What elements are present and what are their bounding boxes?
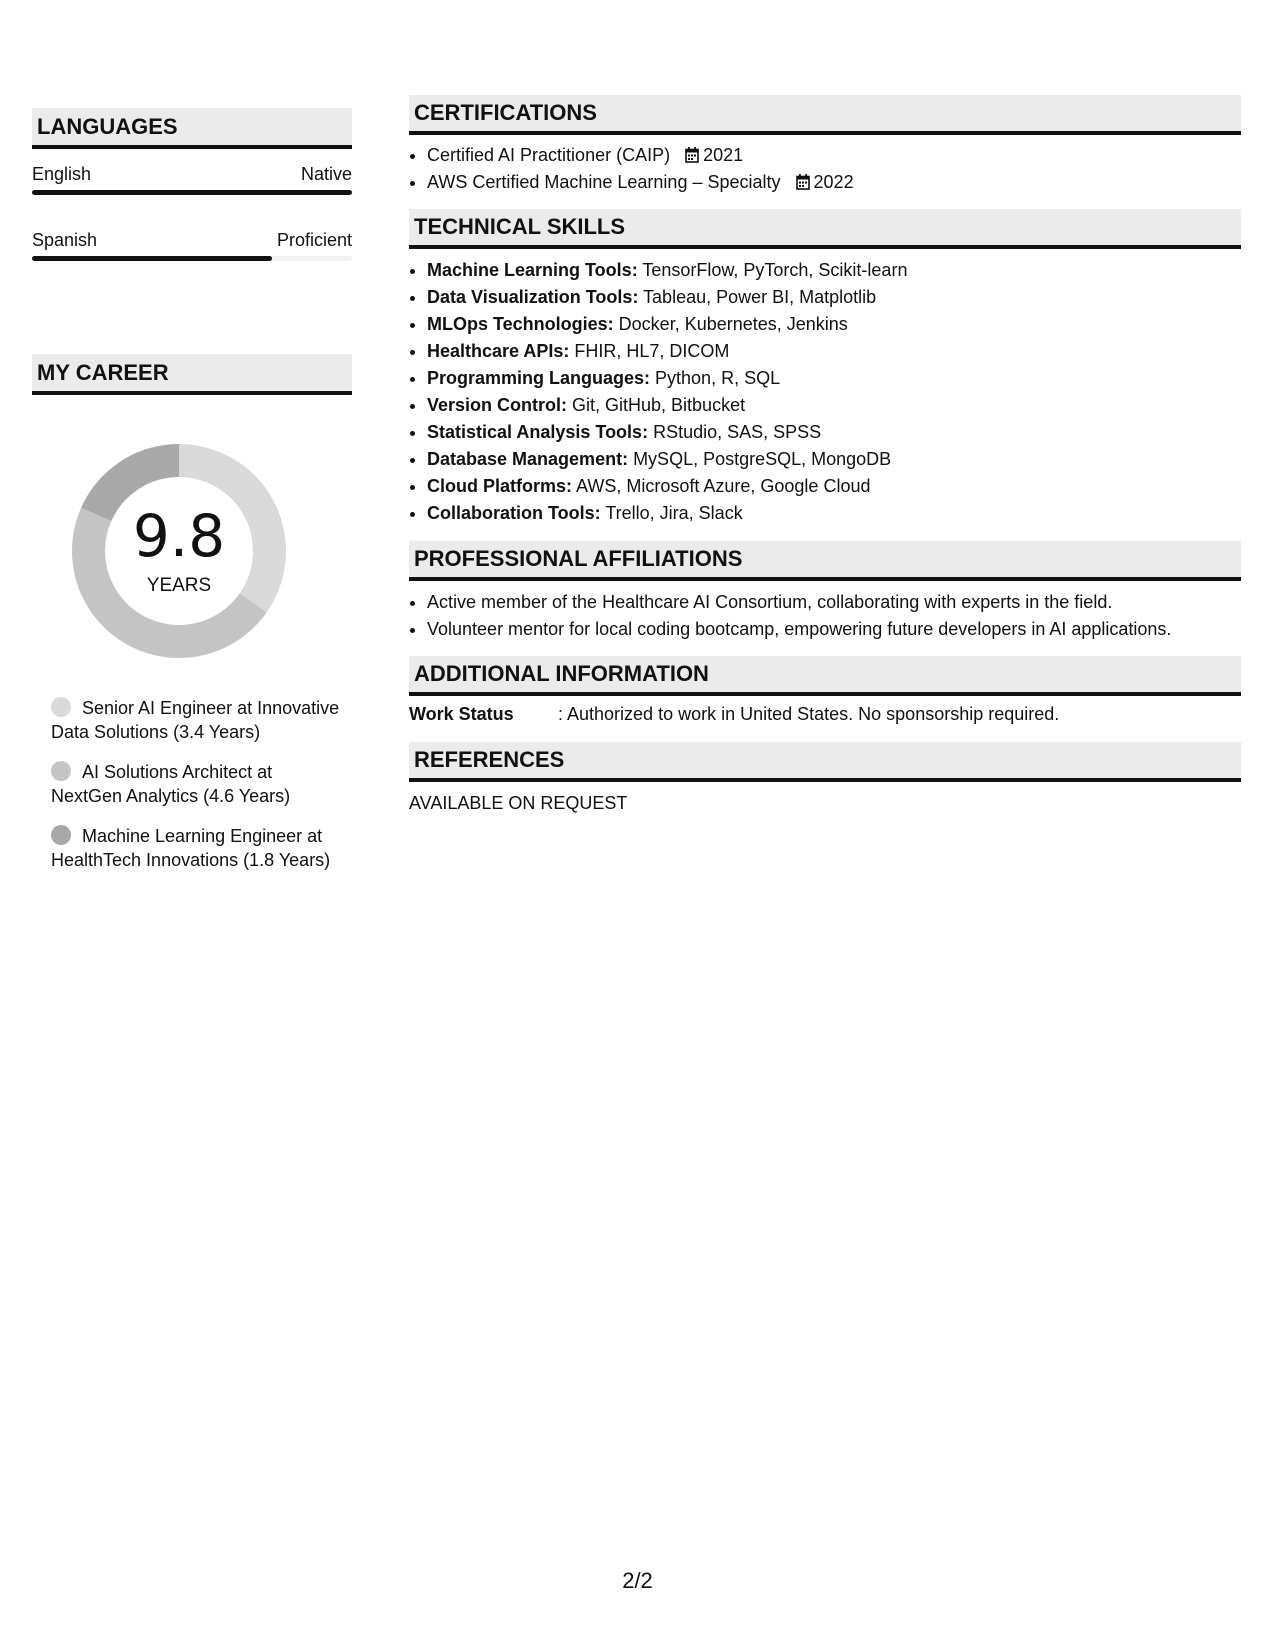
certification-year: 2021 [703,145,744,165]
references-text: AVAILABLE ON REQUEST [409,793,628,813]
career-years-unit: YEARS [146,575,212,596]
skill-category: MLOps Technologies: [427,314,614,334]
skill-item [427,500,1241,527]
skill-values: RStudio, SAS, SPSS [648,422,822,442]
career-role-label: Machine Learning Engineer at HealthTech Innovations (1.8 Years) [51,826,331,870]
career-legend [51,696,341,888]
skill-values: Trello, Jira, Slack [600,503,743,523]
skill-category: Statistical Analysis Tools: [427,422,649,442]
page-number: 2/2 [622,1568,653,1593]
skill-item [427,392,1241,419]
skill-values: Tableau, Power BI, Matplotlib [638,287,877,307]
language-level: Proficient [276,230,352,250]
skill-item [427,338,1241,365]
skill-category: Data Visualization Tools: [427,287,639,307]
skill-item [427,365,1241,392]
affiliation-item: • Volunteer mentor for local coding bootcamp, empowering future developers in AI applications. [427,616,1241,643]
affiliation-item: • Active member of the Healthcare AI Consortium, collaborating with experts in the field. [427,589,1241,616]
language-name: English [32,164,92,184]
left-column [32,108,352,870]
career-donut-chart [66,438,292,664]
language-item-spanish [32,230,352,261]
affiliations-heading: PROFESSIONAL AFFILIATIONS [409,541,1241,581]
skill-values: FHIR, HL7, DICOM [569,341,730,361]
work-status-value: : Authorized to work in United States. No sponsorship required. [558,704,1060,724]
career-legend-item [51,824,341,872]
career-role-label: AI Solutions Architect at NextGen Analytics (4.6 Years) [51,762,291,806]
calendar-icon [796,174,810,190]
language-bar [32,256,352,261]
language-item-english [32,164,352,195]
language-bar-fill [32,256,272,261]
skill-category: Healthcare APIs: [427,341,570,361]
skill-category: Version Control: [427,395,568,415]
references-heading: REFERENCES [409,742,1241,782]
legend-dot [51,697,71,717]
language-bar-fill [32,190,352,195]
skill-values: MySQL, PostgreSQL, MongoDB [628,449,892,469]
language-bar [32,190,352,195]
language-name: Spanish [32,230,98,250]
certifications-heading: CERTIFICATIONS [409,95,1241,135]
career-legend-item [51,696,341,744]
certification-item [427,169,1241,196]
skill-item [427,257,1241,284]
languages-heading: LANGUAGES [32,108,352,149]
certification-name: Certified AI Practitioner (CAIP) [427,145,671,165]
skill-item [427,473,1241,500]
skill-values: Python, R, SQL [650,368,781,388]
work-status-label: Work Status [409,704,514,724]
skill-category: Collaboration Tools: [427,503,601,523]
additional-info-heading: ADDITIONAL INFORMATION [409,656,1241,696]
certifications-list [409,142,1241,196]
affiliations-list [409,589,1241,643]
skill-item [427,446,1241,473]
skills-list [409,257,1241,527]
skill-values: Git, GitHub, Bitbucket [567,395,746,415]
certification-year: 2022 [813,172,854,192]
skill-item [427,311,1241,338]
career-role-label: Senior AI Engineer at Innovative Data Solutions (3.4 Years) [51,698,340,742]
legend-dot [51,761,71,781]
certification-name: AWS Certified Machine Learning – Specialty [427,172,781,192]
right-column [409,95,1241,814]
skill-values: Docker, Kubernetes, Jenkins [613,314,848,334]
calendar-icon [685,147,699,163]
career-heading: MY CAREER [32,354,352,395]
career-legend-item [51,760,341,808]
skill-item [427,419,1241,446]
skill-values: TensorFlow, PyTorch, Scikit-learn [637,260,908,280]
skill-category: Programming Languages: [427,368,651,388]
language-level: Native [300,164,352,184]
skill-category: Machine Learning Tools: [427,260,638,280]
certification-item [427,142,1241,169]
work-status-row [409,704,1241,728]
skill-category: Database Management: [427,449,629,469]
skills-heading: TECHNICAL SKILLS [409,209,1241,249]
skill-item [427,284,1241,311]
legend-dot [51,825,71,845]
skill-values: AWS, Microsoft Azure, Google Cloud [572,476,871,496]
skill-category: Cloud Platforms: [427,476,573,496]
career-total-years: 9.8 [132,502,226,570]
